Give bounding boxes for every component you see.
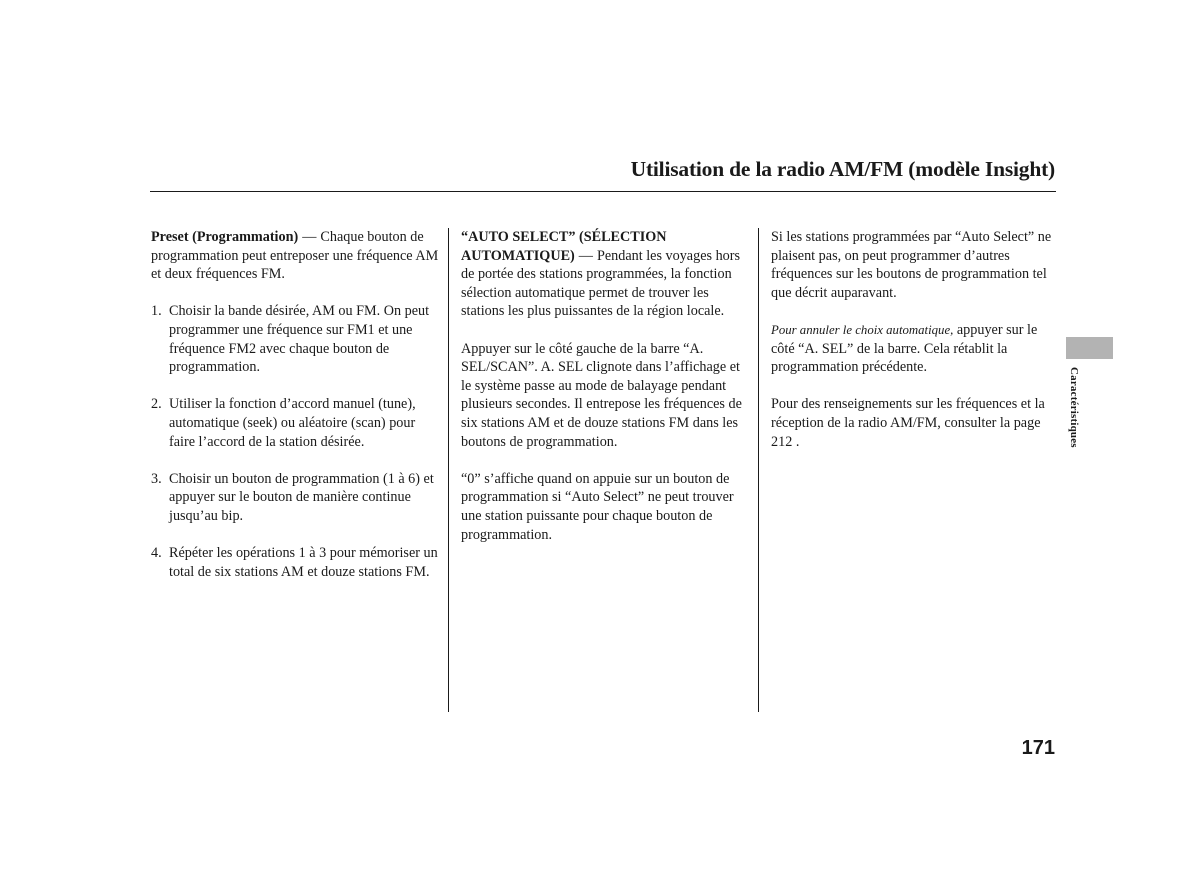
column-divider [448,228,449,712]
preset-heading: Preset (Programmation) [151,229,299,245]
page-title: Utilisation de la radio AM/FM (modèle Insight) [630,157,1055,181]
section-tab [1066,337,1113,359]
list-item [151,395,441,451]
list-item [151,470,441,526]
step-number: 4. [151,545,162,562]
step-text: Répéter les opérations 1 à 3 pour mémoriser un total de six stations AM et douze stations FM. [169,545,438,580]
column-auto-select [461,228,746,563]
column-divider [758,228,759,712]
column-preset [151,228,441,600]
step-text: Choisir la bande désirée, AM ou FM. On peut programmer une fréquence sur FM1 et une fréquence FM2 avec chaque bouton de programmation. [169,303,430,376]
section-label: Caractéristiques [1068,367,1080,448]
auto-select-intro [461,228,746,321]
preset-intro-text: Chaque bouton de programmation peut entreposer une fréquence AM et deux fréquences FM. [151,229,439,283]
preset-intro [151,228,441,284]
cancel-italic-lead: Pour annuler le choix automatique, [771,322,954,337]
preset-dash: — [302,229,317,245]
auto-select-heading: “AUTO SELECT” (SÉLECTION AUTOMATIQUE) [461,229,667,264]
step-text: Choisir un bouton de programmation (1 à 6) et appuyer sur le bouton de manière continue jusqu’au bip. [169,470,434,524]
auto-select-dash: — [578,247,593,264]
reprogram-paragraph: Si les stations programmées par “Auto Select” ne plaisent pas, on peut programmer d’autres fréquences sur les boutons de programmation tel que décrit auparavant. [771,229,1052,301]
step-number: 1. [151,303,162,320]
auto-select-intro-text: Pendant les voyages hors de portée des stations programmées, la fonction sélection automatique permet de trouver les stations les plus puissantes de la région locale. [461,247,741,320]
auto-select-instructions: Appuyer sur le côté gauche de la barre “A. SEL/SCAN”. A. SEL clignote dans l’affichage et le système passe au mode de balayage pendant plusieurs secondes. Il entrepose les fréquences de six stations AM et de douze stations FM dans les boutons de programmation. [461,340,742,450]
list-item [151,544,441,581]
cancel-paragraph [771,321,1061,377]
step-number: 3. [151,470,162,487]
step-number: 2. [151,396,162,413]
title-divider [150,191,1056,192]
reference-paragraph: Pour des renseignements sur les fréquences et la réception de la radio AM/FM, consulter la page 212 . [771,396,1045,450]
step-text: Utiliser la fonction d’accord manuel (tune), automatique (seek) ou aléatoire (scan) pour faire l’accord de la station désirée. [169,396,416,450]
cancel-text: appuyer sur le côté “A. SEL” de la barre. Cela rétablit la programmation précédente. [771,321,1038,376]
page-number: 171 [1021,737,1055,759]
auto-select-note: “0” s’affiche quand on appuie sur un bouton de programmation si “Auto Select” ne peut trouver une station puissante pour chaque bouton de programmation. [461,470,734,543]
column-cancel [771,228,1061,470]
list-item [151,302,441,376]
